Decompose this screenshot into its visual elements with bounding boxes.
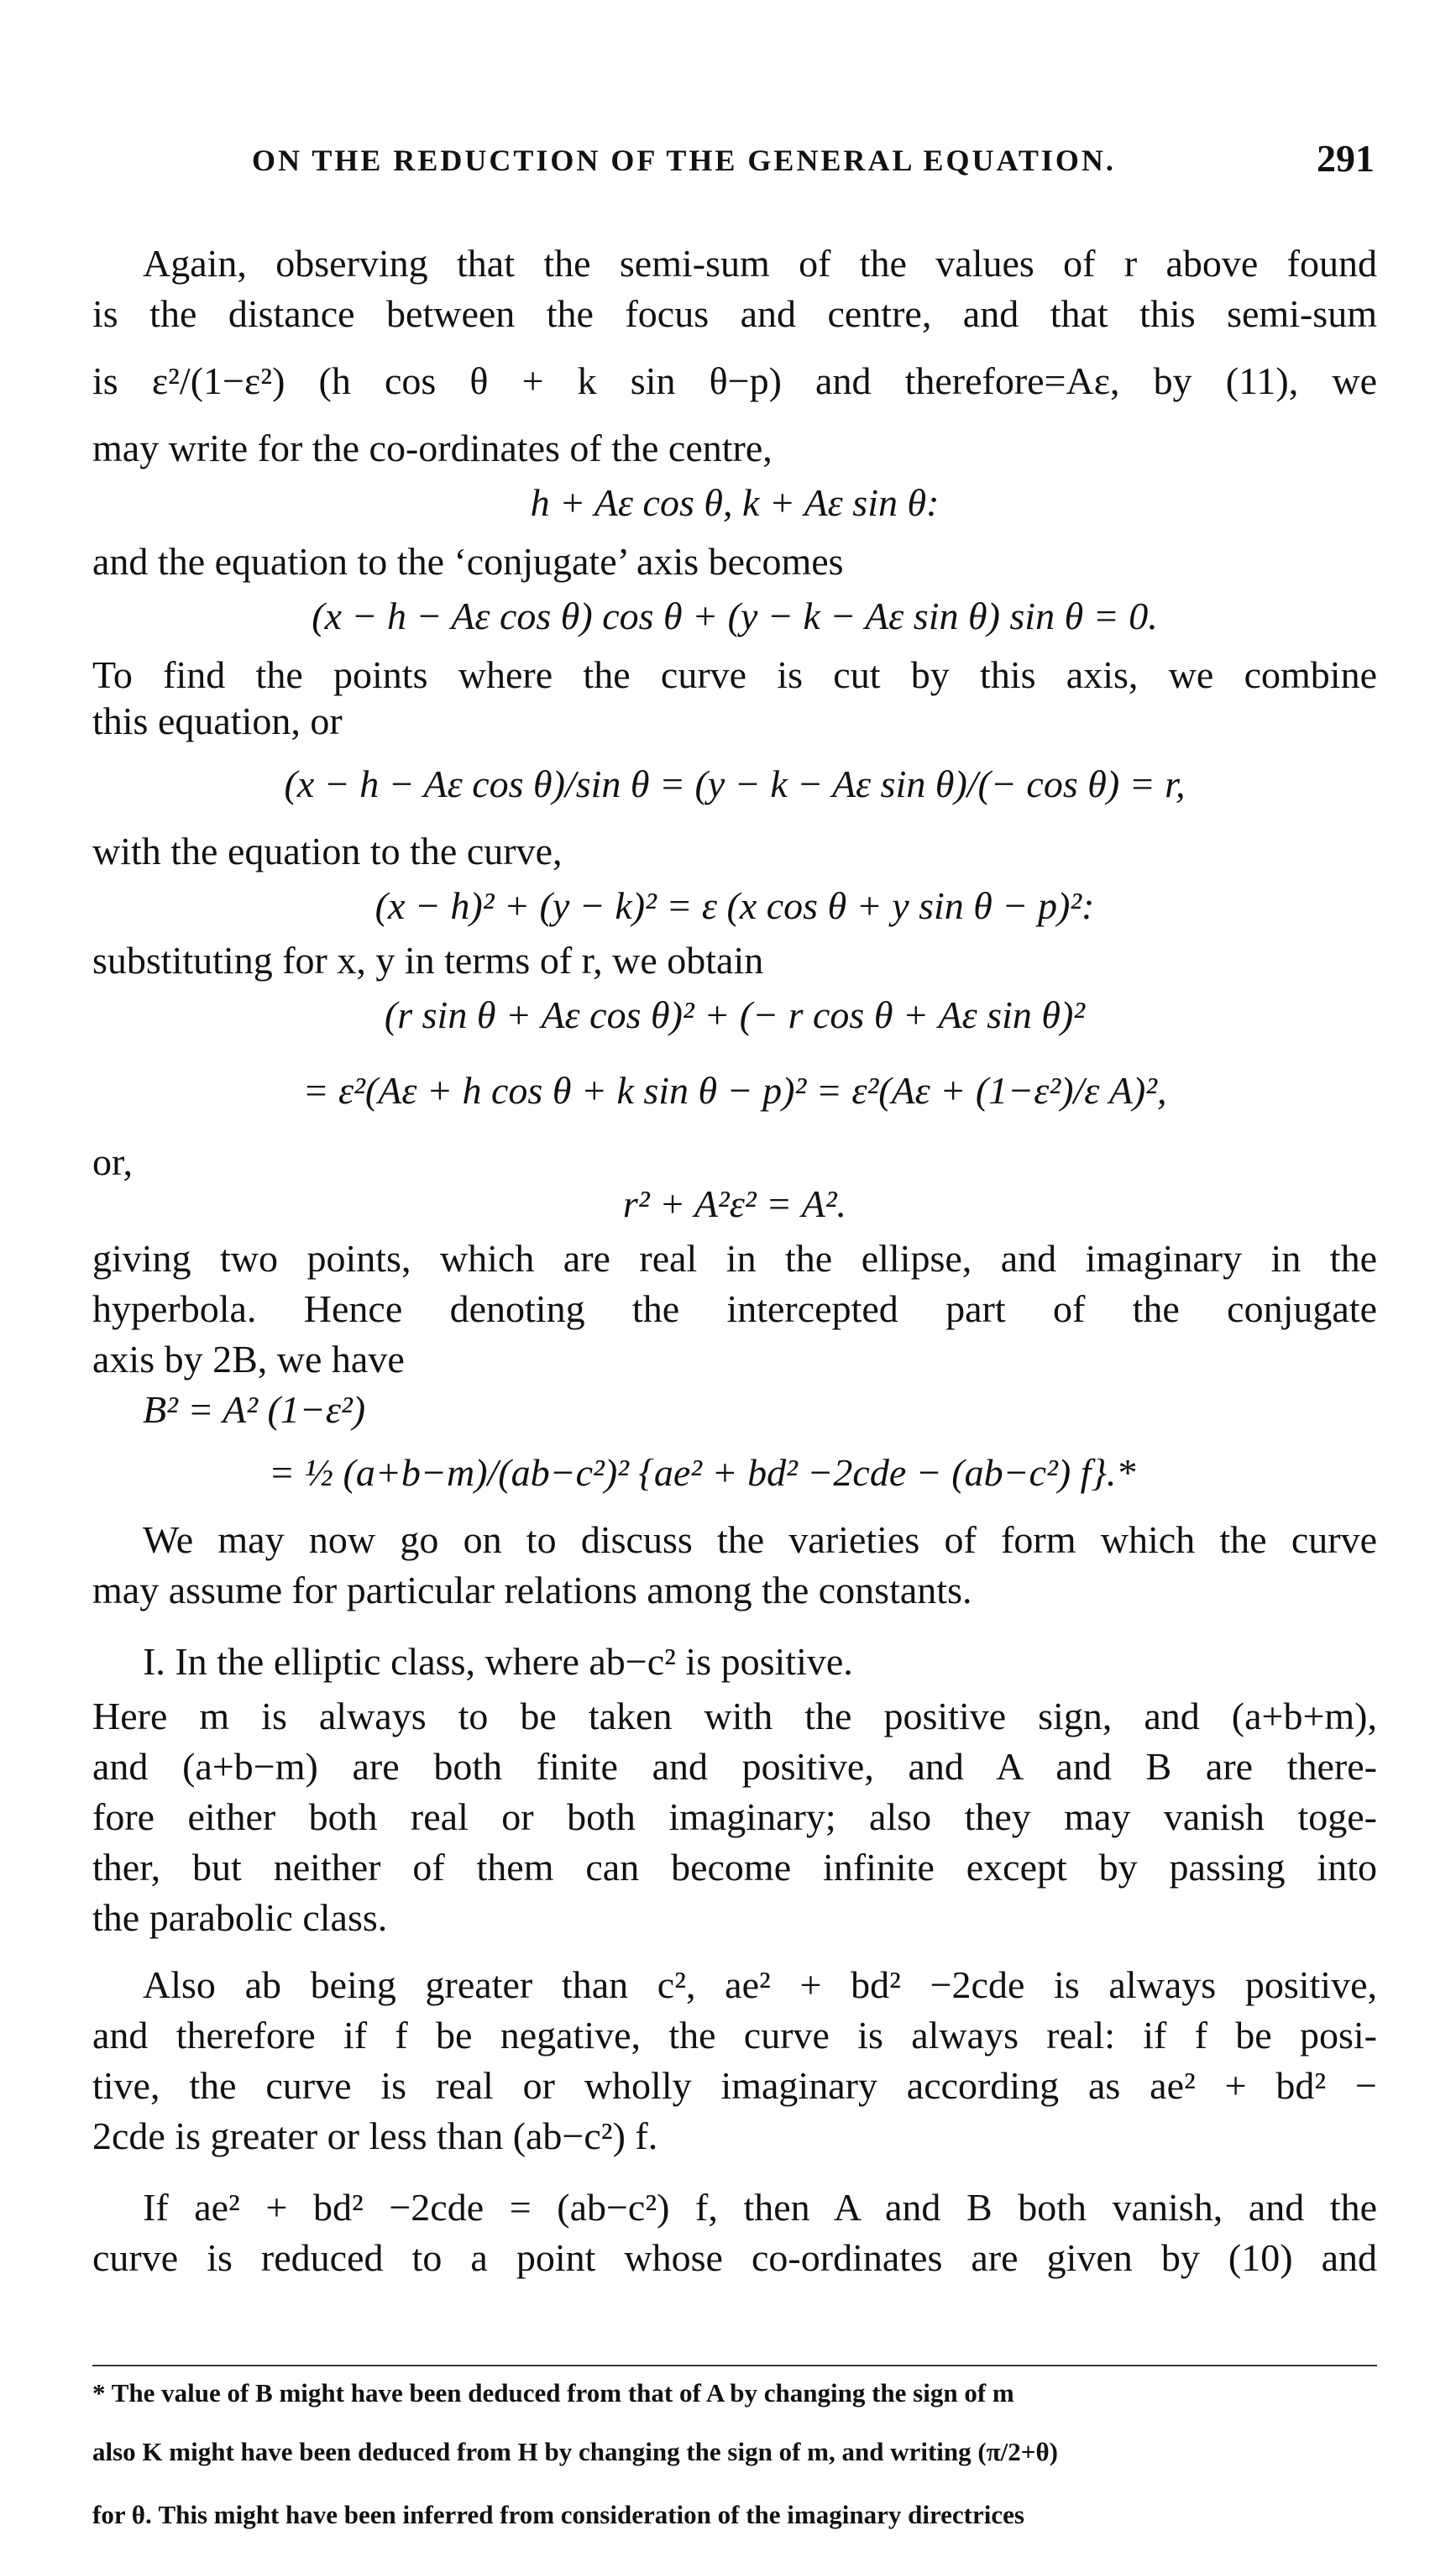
body-line: axis by 2B, we have	[92, 1338, 405, 1381]
body-line: may assume for particular relations among the constants.	[92, 1569, 972, 1611]
body-line: Again, observing that the semi-sum of the values of r above found	[143, 242, 1377, 285]
body-line: fore either both real or both imaginary; also they may vanish toge-	[92, 1795, 1377, 1838]
body-line: and (a+b−m) are both finite and positive, and A and B are there-	[92, 1745, 1377, 1788]
equation: (x − h)² + (y − k)² = ε (x cos θ + y sin θ − p)²:	[374, 884, 1095, 927]
body-line: 2cde is greater or less than (ab−c²) f.	[92, 2114, 658, 2157]
body-line: the parabolic class.	[92, 1896, 388, 1939]
equation: (r sin θ + Aε cos θ)² + (− r cos θ + Aε sin θ)²	[384, 993, 1086, 1036]
body-line: curve is reduced to a point whose co-ordinates are given by (10) and	[92, 2236, 1377, 2279]
running-head: ON THE REDUCTION OF THE GENERAL EQUATION.	[252, 144, 1116, 177]
body-line: giving two points, which are real in the ellipse, and imaginary in the	[92, 1237, 1377, 1280]
footnote-rule	[92, 2365, 1377, 2366]
body-line: ther, but neither of them can become infinite except by passing into	[92, 1846, 1377, 1889]
footnote-line: for θ. This might have been inferred from consideration of the imaginary directrices	[92, 2500, 1024, 2529]
body-line: with the equation to the curve,	[92, 830, 563, 872]
equation: B² = A² (1−ε²)	[143, 1388, 366, 1431]
body-line: this equation, or	[92, 700, 343, 742]
body-line: Here m is always to be taken with the positive sign, and (a+b+m),	[92, 1695, 1377, 1737]
body-line: Also ab being greater than c², ae² + bd² −2cde is always positive,	[143, 1963, 1377, 2006]
body-line: tive, the curve is real or wholly imaginary according as ae² + bd² −	[92, 2064, 1377, 2107]
body-line: is ε²/(1−ε²) (h cos θ + k sin θ−p) and therefore=Aε, by (11), we	[92, 359, 1377, 402]
body-line: We may now go on to discuss the varieties of form which the curve	[143, 1518, 1377, 1561]
body-line: substituting for x, y in terms of r, we obtain	[92, 939, 764, 982]
equation: = ½ (a+b−m)/(ab−c²)² {ae² + bd² −2cde − (ab−c²) f}.*	[269, 1451, 1136, 1494]
page-number: 291	[1317, 137, 1375, 180]
section-heading: I. In the elliptic class, where ab−c² is positive.	[143, 1640, 853, 1683]
body-line: To find the points where the curve is cut by this axis, we combine	[92, 653, 1377, 696]
equation: (x − h − Aε cos θ) cos θ + (y − k − Aε sin θ) sin θ = 0.	[312, 595, 1158, 637]
equation: (x − h − Aε cos θ)/sin θ = (y − k − Aε sin θ)/(− cos θ) = r,	[284, 762, 1186, 805]
body-line: hyperbola. Hence denoting the intercepted part of the conjugate	[92, 1287, 1377, 1330]
body-line: and the equation to the ‘conjugate’ axis becomes	[92, 540, 844, 583]
equation: r² + A²ε² = A².	[622, 1182, 847, 1225]
equation: = ε²(Aε + h cos θ + k sin θ − p)² = ε²(Aε + (1−ε²)/ε A)²,	[302, 1069, 1167, 1112]
body-line: is the distance between the focus and centre, and that this semi-sum	[92, 292, 1377, 335]
body-line: or,	[92, 1140, 133, 1183]
body-line: If ae² + bd² −2cde = (ab−c²) f, then A and B both vanish, and the	[143, 2186, 1377, 2229]
footnote-line: also K might have been deduced from H by changing the sign of m, and writing (π/2+θ)	[92, 2437, 1058, 2466]
footnote-line: * The value of B might have been deduced from that of A by changing the sign of m	[92, 2378, 1014, 2408]
body-line: and therefore if f be negative, the curve is always real: if f be posi-	[92, 2014, 1377, 2057]
equation: h + Aε cos θ, k + Aε sin θ:	[530, 481, 940, 524]
body-line: may write for the co-ordinates of the centre,	[92, 427, 773, 469]
